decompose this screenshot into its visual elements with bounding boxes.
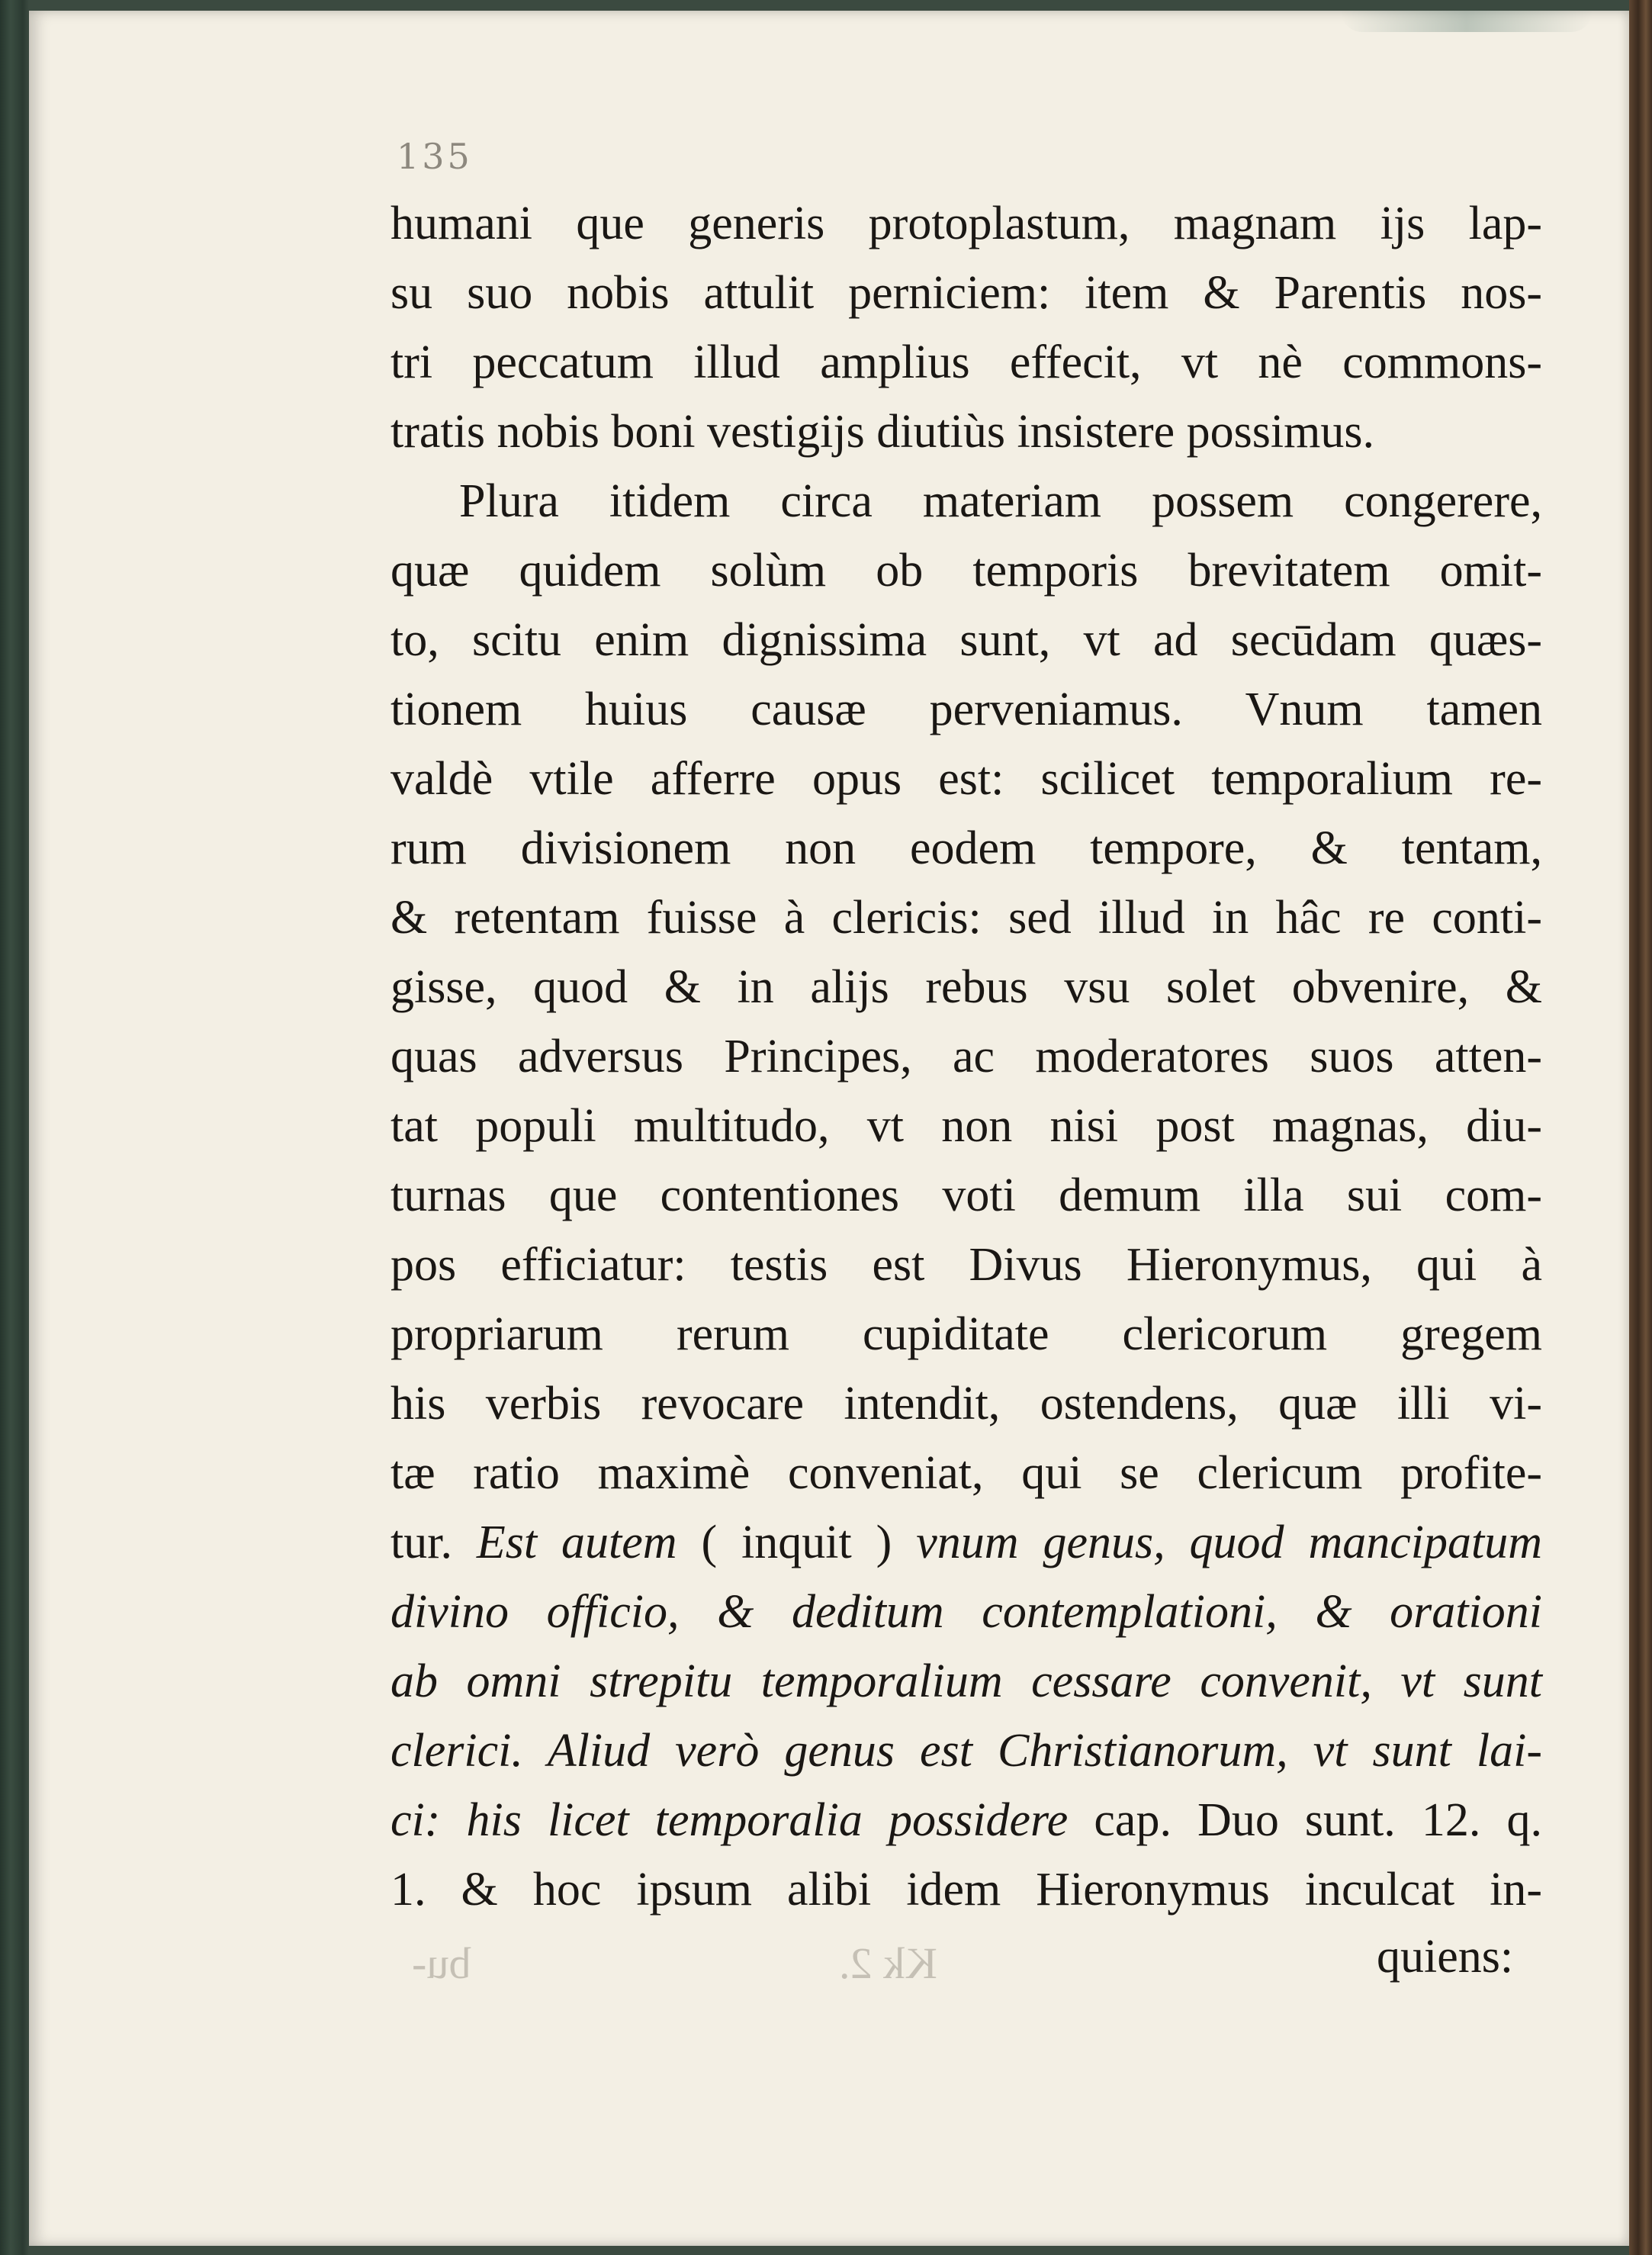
text-line: quæ quidem solùm ob temporis brevitatem omit- bbox=[391, 545, 1542, 597]
text-line: valdè vtile afferre opus est: scilicet temporalium re- bbox=[391, 753, 1542, 805]
text-line: pos efficiatur: testis est Divus Hieronymus, qui à bbox=[391, 1239, 1542, 1291]
text-line-mixed bbox=[391, 1786, 1542, 1855]
text-line: tæ ratio maximè conveniat, qui se clericum profite- bbox=[391, 1447, 1542, 1499]
text-line: su suo nobis attulit perniciem: item & Parentis nos- bbox=[391, 267, 1542, 319]
text-line-mixed bbox=[391, 1508, 1542, 1578]
catchword: quiens: bbox=[1377, 1931, 1514, 1983]
italic-run: Est autem bbox=[476, 1517, 677, 1568]
text-line: Plura itidem circa materiam possem congerere, bbox=[459, 475, 1542, 527]
text-line: tri peccatum illud amplius effecit, vt nè commons- bbox=[391, 336, 1542, 388]
text-line: & retentam fuisse à clericis: sed illud in hâc re conti- bbox=[391, 892, 1542, 944]
text-line: tratis nobis boni vestigijs diutiùs insistere possimus. bbox=[391, 406, 1374, 458]
text-line: tionem huius causæ perveniamus. Vnum tamen bbox=[391, 684, 1542, 735]
text-line: tat populi multitudo, vt non nisi post magnas, diu- bbox=[391, 1100, 1542, 1152]
text-run: ( inquit ) bbox=[677, 1517, 917, 1568]
text-line: 1. & hoc ipsum alibi idem Hieronymus inculcat in- bbox=[391, 1864, 1542, 1916]
text-line: gisse, quod & in alijs rebus vsu solet obvenire, & bbox=[391, 961, 1542, 1013]
text-run: tur. bbox=[391, 1517, 477, 1568]
page-number: 135 bbox=[397, 136, 473, 177]
text-line: divino officio, & deditum contemplationi, & orationi bbox=[391, 1586, 1542, 1638]
text-line: his verbis revocare intendit, ostendens, quæ illi vi- bbox=[391, 1378, 1542, 1430]
text-line: quas adversus Principes, ac moderatores suos atten- bbox=[391, 1031, 1542, 1082]
text-line: ab omni strepitu temporalium cessare convenit, vt sunt bbox=[391, 1655, 1542, 1707]
italic-run: vnum genus, quod mancipatum bbox=[916, 1517, 1542, 1568]
text-line: rum divisionem non eodem tempore, & tentam, bbox=[391, 822, 1542, 874]
book-spine-edge bbox=[1629, 0, 1652, 2255]
text-line: turnas que contentiones voti demum illa sui com- bbox=[391, 1169, 1542, 1221]
text-line: clerici. Aliud verò genus est Christianorum, vt sunt lai- bbox=[391, 1725, 1542, 1777]
italic-run: ci: his licet temporalia possidere bbox=[391, 1794, 1069, 1846]
text-run: cap. Duo sunt. 12. q. bbox=[1068, 1794, 1542, 1846]
show-through-text: bu- bbox=[412, 1938, 471, 1988]
show-through-signature: Kk 2. bbox=[839, 1938, 937, 1988]
body-text bbox=[391, 189, 1542, 1925]
text-line: humani que generis protoplastum, magnam ijs lap- bbox=[391, 198, 1542, 249]
page-stain bbox=[1341, 11, 1593, 32]
text-line: to, scitu enim dignissima sunt, vt ad secūdam quæs- bbox=[391, 614, 1542, 666]
text-line: propriarum rerum cupiditate clericorum gregem bbox=[391, 1308, 1542, 1360]
